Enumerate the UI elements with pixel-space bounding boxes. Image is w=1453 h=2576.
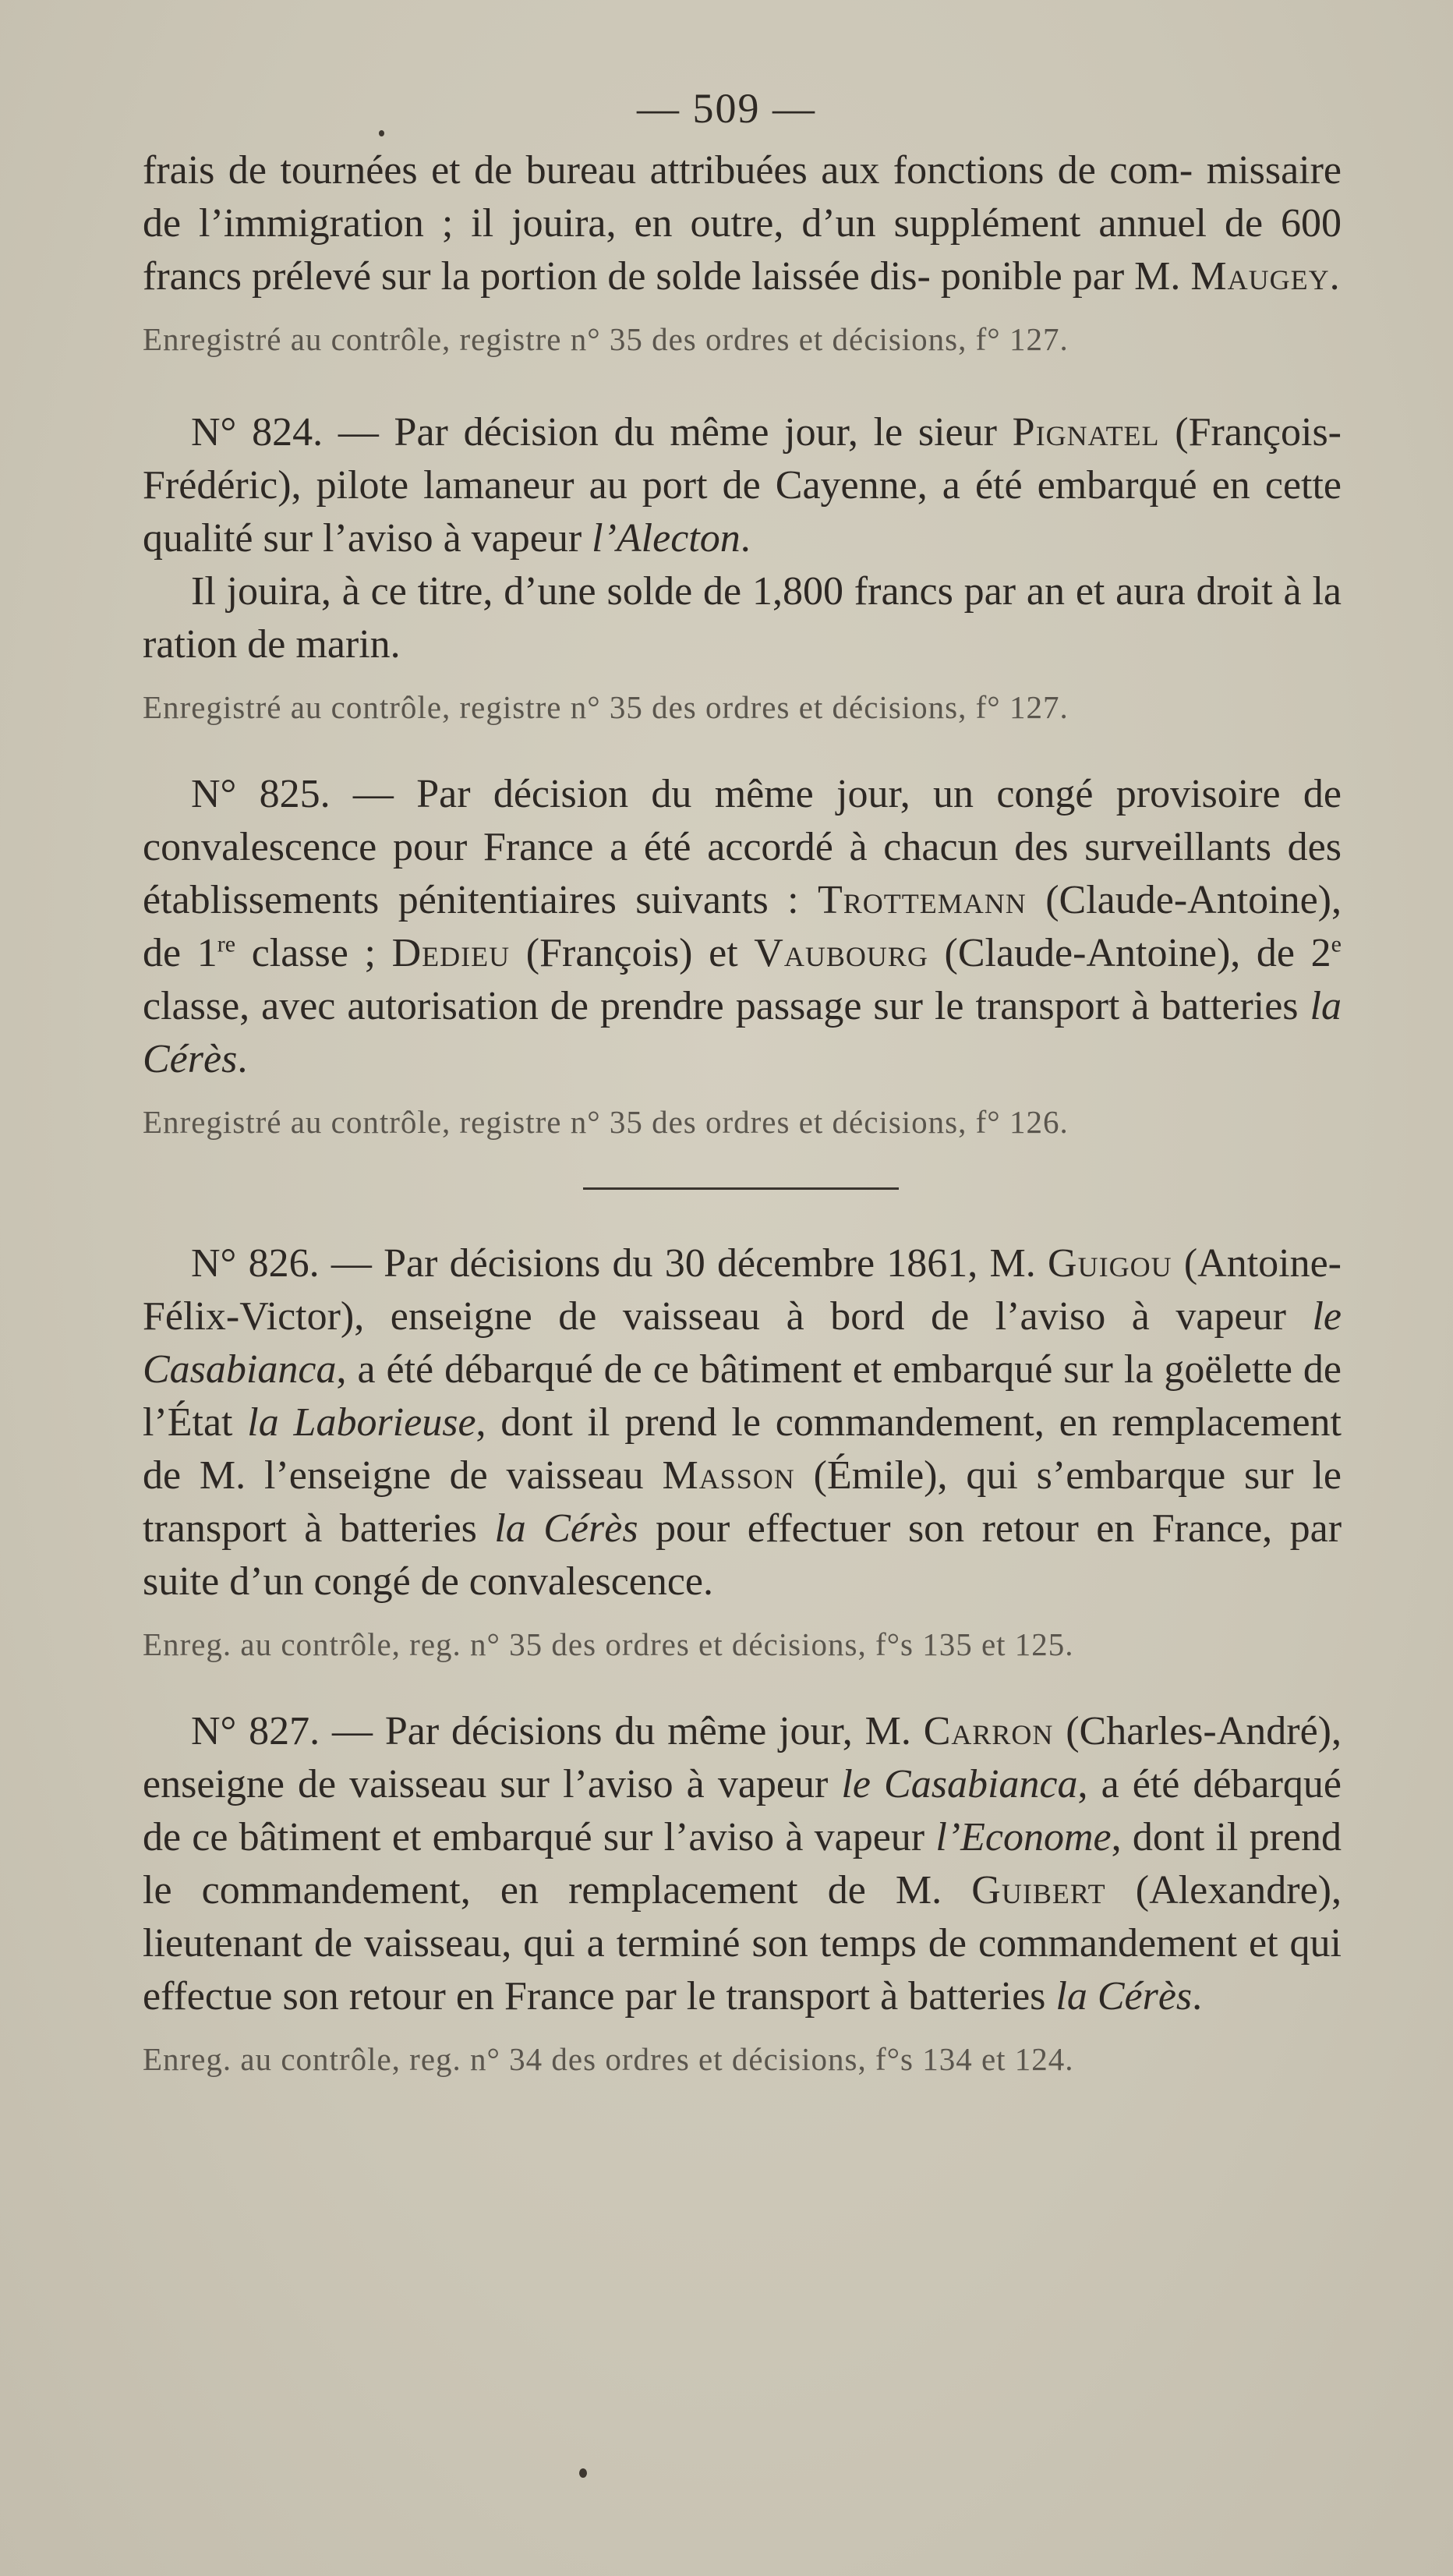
entry-827-text-a: N° 827. — Par décisions du même jour, M. [191, 1709, 924, 1753]
ship-name-casabianca: le Casabianca [841, 1762, 1078, 1806]
ship-name-ceres: la Cérès [494, 1506, 638, 1551]
entry-824-paragraph-1 [143, 406, 1342, 565]
entry-827-text-e: (Alexandre), lieutenant de vaisseau, qui a terminé son temps de commandement et qui effectue son retour en France par le transport à batteries [143, 1868, 1342, 2019]
continuation-paragraph [143, 144, 1342, 303]
entry-825 [143, 768, 1342, 1144]
continuation-line-3: annuel de 600 francs prélevé sur la portion de solde laissée dis- [143, 201, 1342, 299]
entry-827-text-b: (Charles-André), enseigne de vaisseau sur l’aviso à vapeur [143, 1709, 1342, 1806]
person-name-pignatel: Pignatel [1012, 410, 1160, 455]
entry-824-text-b: (François-Frédéric), pilote lamaneur au port de Cayenne, a été embarqué en cette qualité sur l’aviso à vapeur [143, 410, 1342, 561]
ship-name-ceres: la Cérès [143, 984, 1342, 1081]
entry-826-text-f: pour effectuer son retour en France, par suite d’un congé de convalescence. [143, 1506, 1342, 1604]
text-column [143, 144, 1342, 2081]
entry-826-text-b: (Antoine-Félix-Victor), enseigne de vaisseau à bord de l’aviso à vapeur [143, 1241, 1342, 1339]
entry-825-text-f: classe, avec autorisation de prendre passage sur le transport à batteries [143, 984, 1310, 1028]
registration-note: Enregistré au contrôle, registre n° 35 des ordres et décisions, f° 127. [143, 689, 1069, 725]
ship-name-econome: l’Econome [935, 1815, 1112, 1859]
registration-note: Enreg. au contrôle, reg. n° 35 des ordres et décisions, f°s 135 et 125. [143, 1626, 1074, 1662]
continuation-block [143, 144, 1342, 361]
person-name-guibert: Guibert [971, 1868, 1106, 1913]
entry-826-paragraph [143, 1237, 1342, 1608]
ship-name-alecton: l’Alecton [592, 516, 741, 561]
registration-note: Enregistré au contrôle, registre n° 35 des ordres et décisions, f° 127. [143, 321, 1069, 357]
entry-824-text-c: . [740, 516, 751, 561]
entry-826-text-d: , dont il prend le commandement, en remplacement de M. l’enseigne de vaisseau [143, 1400, 1342, 1498]
entry-827-paragraph [143, 1705, 1342, 2023]
entry-826-text-c: , a été débarqué de ce bâtiment et embarqué sur la goëlette de l’État [143, 1347, 1342, 1445]
person-name-guigou: Guigou [1048, 1241, 1172, 1286]
continuation-line-2: missaire de l’immigration ; il jouira, en outre, d’un supplément [143, 148, 1342, 246]
entry-825-text-a: N° 825. — Par décision du même jour, un congé provisoire de convalescence pour France a été accordé à chacun des surveillants des établissements pénitentiaires suivants : [143, 772, 1342, 922]
entry-827-text-c: , a été débarqué de ce bâtiment et embarqué sur l’aviso à vapeur [143, 1762, 1342, 1859]
ink-speck [379, 130, 384, 136]
entry-827-text-d: , dont il prend le commandement, en remplacement de M. [143, 1815, 1342, 1913]
entry-827 [143, 1705, 1342, 2081]
entry-825-text-e: (Claude-Antoine), de 2 [928, 931, 1331, 975]
entry-824-paragraph-2: Il jouira, à ce titre, d’une solde de 1,800 francs par an et aura droit à la ration de marin. [143, 569, 1342, 667]
registration-note: Enreg. au contrôle, reg. n° 34 des ordres et décisions, f°s 134 et 124. [143, 2041, 1074, 2077]
ship-name-ceres: la Cérès [1055, 1974, 1193, 2019]
entry-825-text-g: . [237, 1037, 248, 1081]
continuation-line-4-end: . [1329, 254, 1340, 299]
person-name-dedieu: Dedieu [391, 931, 511, 975]
entry-826-text-e: (Émile), qui s’embarque sur le transport à batteries [143, 1453, 1342, 1551]
entry-825-text-c: classe ; [235, 931, 392, 975]
person-name-vaubourg: Vaubourg [754, 931, 928, 975]
ship-name-casabianca: le Casabianca [143, 1294, 1342, 1392]
divider-rule [583, 1187, 899, 1190]
entry-824 [143, 406, 1342, 729]
ship-name-laborieuse: la Laborieuse [247, 1400, 476, 1445]
entry-825-text-d: (François) et [510, 931, 755, 975]
entry-827-text-f: . [1192, 1974, 1203, 2019]
section-divider [143, 1144, 1342, 1237]
ordinal-suffix: re [217, 931, 236, 957]
entry-826 [143, 1237, 1342, 1666]
continuation-line-4-text: ponible par M. [940, 254, 1191, 299]
ink-speck [579, 2468, 587, 2478]
entry-825-text-b: (Claude-Antoine), de 1 [143, 878, 1342, 975]
ordinal-suffix: e [1331, 931, 1342, 957]
person-name-carron: Carron [923, 1709, 1054, 1753]
page-number: — 509 — [637, 85, 816, 132]
person-name-trottemann: Trottemann [818, 878, 1027, 922]
person-name-masson: Masson [662, 1453, 795, 1498]
registration-note: Enregistré au contrôle, registre n° 35 des ordres et décisions, f° 126. [143, 1104, 1069, 1140]
person-name-maugey: Maugey [1190, 254, 1330, 299]
continuation-line-1: frais de tournées et de bureau attribuées aux fonctions de com- [143, 148, 1193, 193]
entry-826-text-a: N° 826. — Par décisions du 30 décembre 1861, M. [191, 1241, 1048, 1286]
entry-825-paragraph [143, 768, 1342, 1086]
entry-824-text-a: N° 824. — Par décision du même jour, le sieur [191, 410, 1013, 455]
